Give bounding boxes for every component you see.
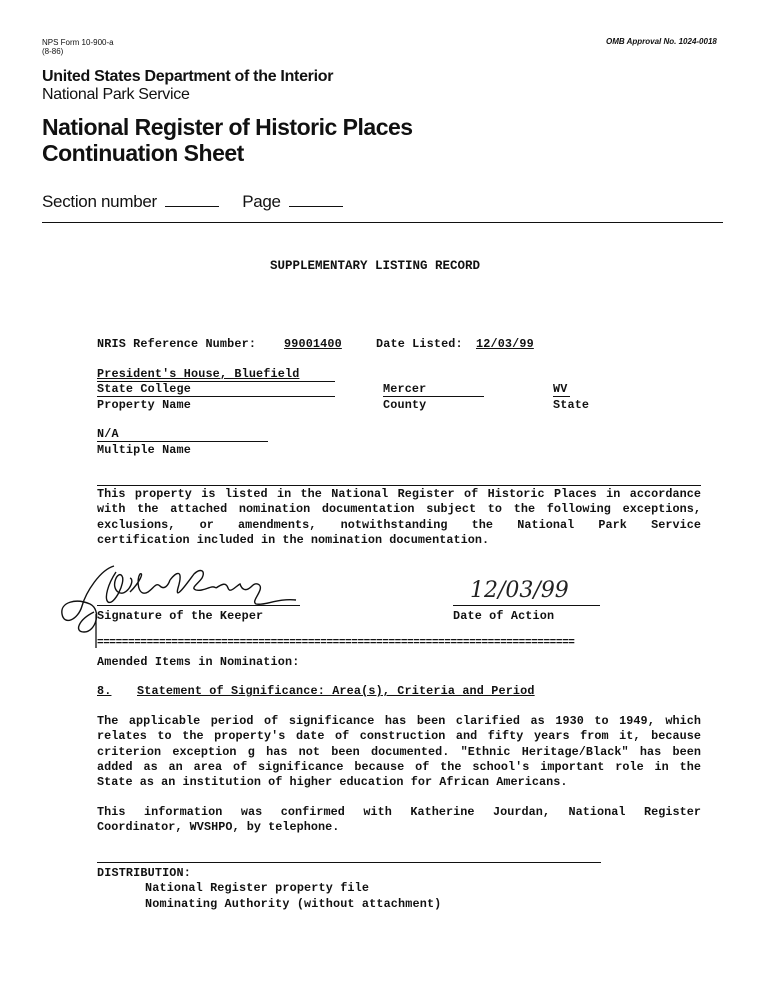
nris-label: NRIS Reference Number: <box>97 337 257 351</box>
statement-line: This property is listed in the National Register of Historic Places in accordance <box>97 487 701 501</box>
double-rule-separator: ============================================================================= <box>97 637 575 649</box>
statement-top-rule <box>97 485 701 486</box>
page-subtitle: Continuation Sheet <box>42 140 244 166</box>
multiple-name-label: Multiple Name <box>97 443 191 457</box>
nris-value: 99001400 <box>284 337 342 351</box>
state-underline <box>553 396 570 397</box>
date-listed-label: Date Listed: <box>376 337 463 351</box>
property-name-line2: State College <box>97 382 191 396</box>
multiple-name-underline <box>97 441 268 442</box>
page-label: Page <box>242 192 281 211</box>
confirmation-paragraph <box>97 805 701 836</box>
listing-statement <box>97 487 701 548</box>
county-underline <box>383 396 484 397</box>
property-name-line1: President's House, Bluefield <box>97 367 300 381</box>
county-label: County <box>383 398 427 412</box>
paragraph-line: The applicable period of significance has been clarified as 1930 to 1949, which <box>97 714 701 728</box>
amendment-paragraph <box>97 714 701 790</box>
state-value: WV <box>553 382 568 396</box>
paragraph-line: added as an area of significance because of the school's important role in the <box>97 759 701 774</box>
statement-line: certification included in the nomination documentation. <box>97 532 490 547</box>
amended-item-title: Statement of Significance: Area(s), Criteria and Period <box>137 684 535 698</box>
multiple-name-value: N/A <box>97 427 119 441</box>
signature-label: Signature of the Keeper <box>97 609 264 623</box>
state-label: State <box>553 398 590 412</box>
paragraph-line: Coordinator, WVSHPO, by telephone. <box>97 820 340 835</box>
property-name-label: Property Name <box>97 398 191 412</box>
header-divider <box>42 222 723 223</box>
omb-approval: OMB Approval No. 1024-0018 <box>606 37 717 46</box>
form-number <box>42 38 114 56</box>
county-value: Mercer <box>383 382 427 396</box>
paragraph-line: criterion exception g has not been documented. "Ethnic Heritage/Black" has been <box>97 744 701 759</box>
form-date-text: (8-86) <box>42 47 64 56</box>
amended-items-label: Amended Items in Nomination: <box>97 655 300 669</box>
page-number-field <box>289 194 343 207</box>
paragraph-line: State as an institution of higher education for African Americans. <box>97 775 568 790</box>
date-listed-value: 12/03/99 <box>476 337 534 351</box>
department-name: United States Department of the Interior <box>42 68 334 85</box>
agency-name: National Park Service <box>42 86 190 103</box>
signature-line <box>97 605 300 606</box>
document-title: SUPPLEMENTARY LISTING RECORD <box>270 259 481 273</box>
distribution-label: DISTRIBUTION: <box>97 866 191 880</box>
distribution-item: National Register property file <box>145 881 370 895</box>
date-of-action-line <box>453 605 600 606</box>
form-number-text: NPS Form 10-900-a <box>42 38 114 47</box>
distribution-rule <box>97 862 601 863</box>
page-title: National Register of Historic Places <box>42 114 413 140</box>
amended-item-number: 8. <box>97 684 112 698</box>
property-name-underline2 <box>97 396 335 397</box>
section-page-row <box>42 192 343 212</box>
distribution-item: Nominating Authority (without attachment) <box>145 897 442 911</box>
section-number-label: Section number <box>42 192 157 211</box>
statement-line: exclusions, or amendments, notwithstanding the National Park Service <box>97 517 701 532</box>
date-of-action-handwritten: 12/03/99 <box>470 578 569 603</box>
section-number-field <box>165 194 219 207</box>
date-of-action-label: Date of Action <box>453 609 555 623</box>
statement-line: with the attached nomination documentation subject to the following exceptions, <box>97 502 701 517</box>
paragraph-line: This information was confirmed with Katherine Jourdan, National Register <box>97 805 701 819</box>
paragraph-line: relates to the property's date of construction and fifty years from it, because <box>97 729 701 744</box>
